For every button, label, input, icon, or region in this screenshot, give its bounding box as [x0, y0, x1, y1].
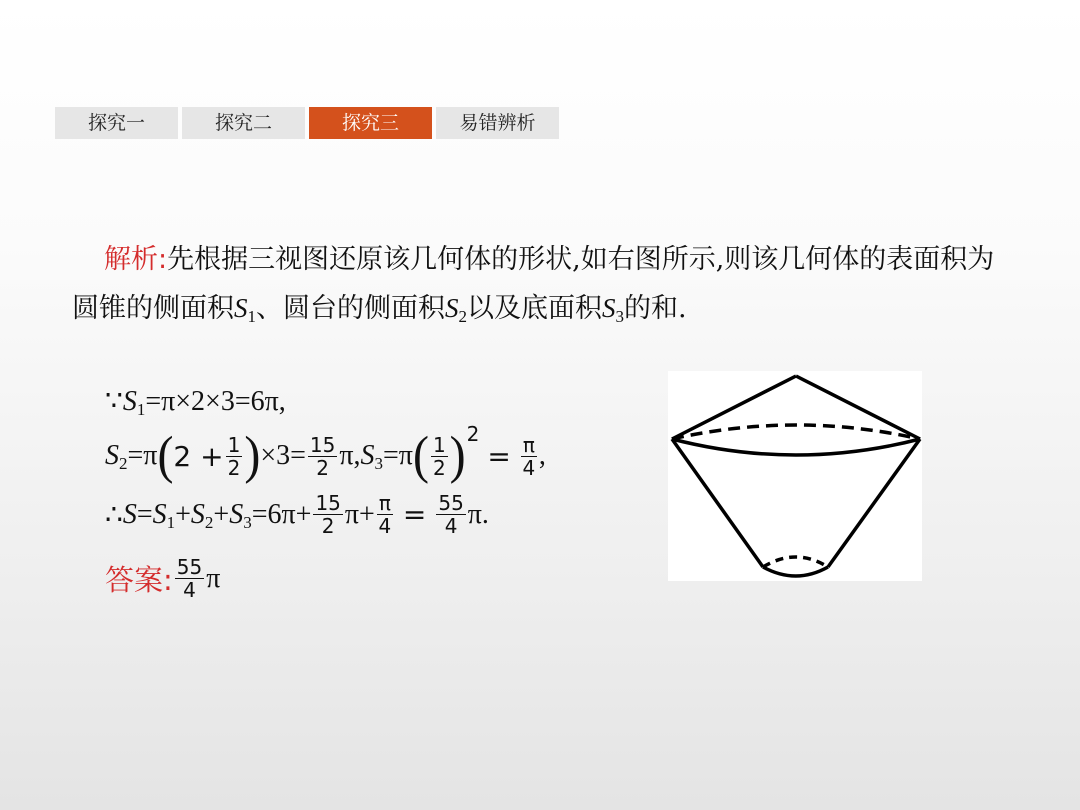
fraction-15-2: $\frac{15}{2}$ — [309, 432, 336, 480]
bottom-ellipse-back — [763, 557, 828, 567]
symbol-s1: $S_1$ — [234, 293, 256, 326]
formula-line-2: $S_2$ =π ( 2 + $\frac{1}{2}$ ) ×3= $\frac{15}{2}$ π, $S_3$ =π ( $\frac{1}{2}$ ) 2 = $\frac{\pi}{4}$ , — [105, 422, 546, 485]
bottom-ellipse-front — [763, 567, 828, 576]
analysis-text-1: 先根据三视图还原该几何体的形状,如右图所示,则该几何体的表面积为圆锥的侧面积 — [72, 244, 995, 324]
answer-label: 答案: — [105, 563, 173, 597]
analysis-text-4: 的和. — [624, 293, 687, 324]
answer-fraction: $\frac{55}{4}$ — [176, 555, 203, 602]
top-ellipse-front — [672, 439, 920, 455]
frustum-right-edge — [828, 439, 920, 567]
cone-frustum-diagram — [668, 371, 922, 581]
geometry-figure — [668, 371, 922, 581]
tab-explore-2[interactable]: 探究二 — [182, 107, 305, 139]
analysis-label: 解析: — [104, 244, 168, 275]
analysis-text-3: 以及底面积 — [467, 293, 602, 324]
fraction-pi-4: $\frac{\pi}{4}$ — [522, 432, 536, 480]
analysis-text-2: 、圆台的侧面积 — [256, 293, 445, 324]
fraction-55-4: $\frac{55}{4}$ — [438, 491, 464, 538]
fraction-1-2: $\frac{1}{2}$ — [227, 432, 241, 480]
analysis-paragraph — [72, 235, 1007, 333]
frustum-left-edge — [672, 439, 763, 567]
answer-line: 答案: $\frac{55}{4}$ π — [105, 555, 221, 602]
symbol-s3: $S_3$ — [602, 293, 624, 326]
tab-explore-3[interactable]: 探究三 — [309, 107, 432, 139]
fraction-1-2-b: $\frac{1}{2}$ — [432, 432, 446, 480]
tab-bar — [55, 107, 559, 139]
fraction-15-2-b: $\frac{15}{2}$ — [315, 491, 341, 538]
tab-error-analysis[interactable]: 易错辨析 — [436, 107, 559, 139]
cone-right-edge — [796, 376, 920, 439]
formula-line-3: ∴ S = $S_1$ + $S_2$ + $S_3$ =6π+ $\frac{15}{2}$ π+ $\frac{\pi}{4}$ = $\frac{55}{4}$ π. — [105, 491, 489, 538]
symbol-s2: $S_2$ — [445, 293, 467, 326]
top-ellipse-back — [672, 425, 920, 439]
fraction-pi-4-b: $\frac{\pi}{4}$ — [378, 491, 392, 538]
formula-line-1: $\because S_1=\pi\times 2\times 3=6\pi$, — [105, 386, 286, 419]
tab-explore-1[interactable]: 探究一 — [55, 107, 178, 139]
